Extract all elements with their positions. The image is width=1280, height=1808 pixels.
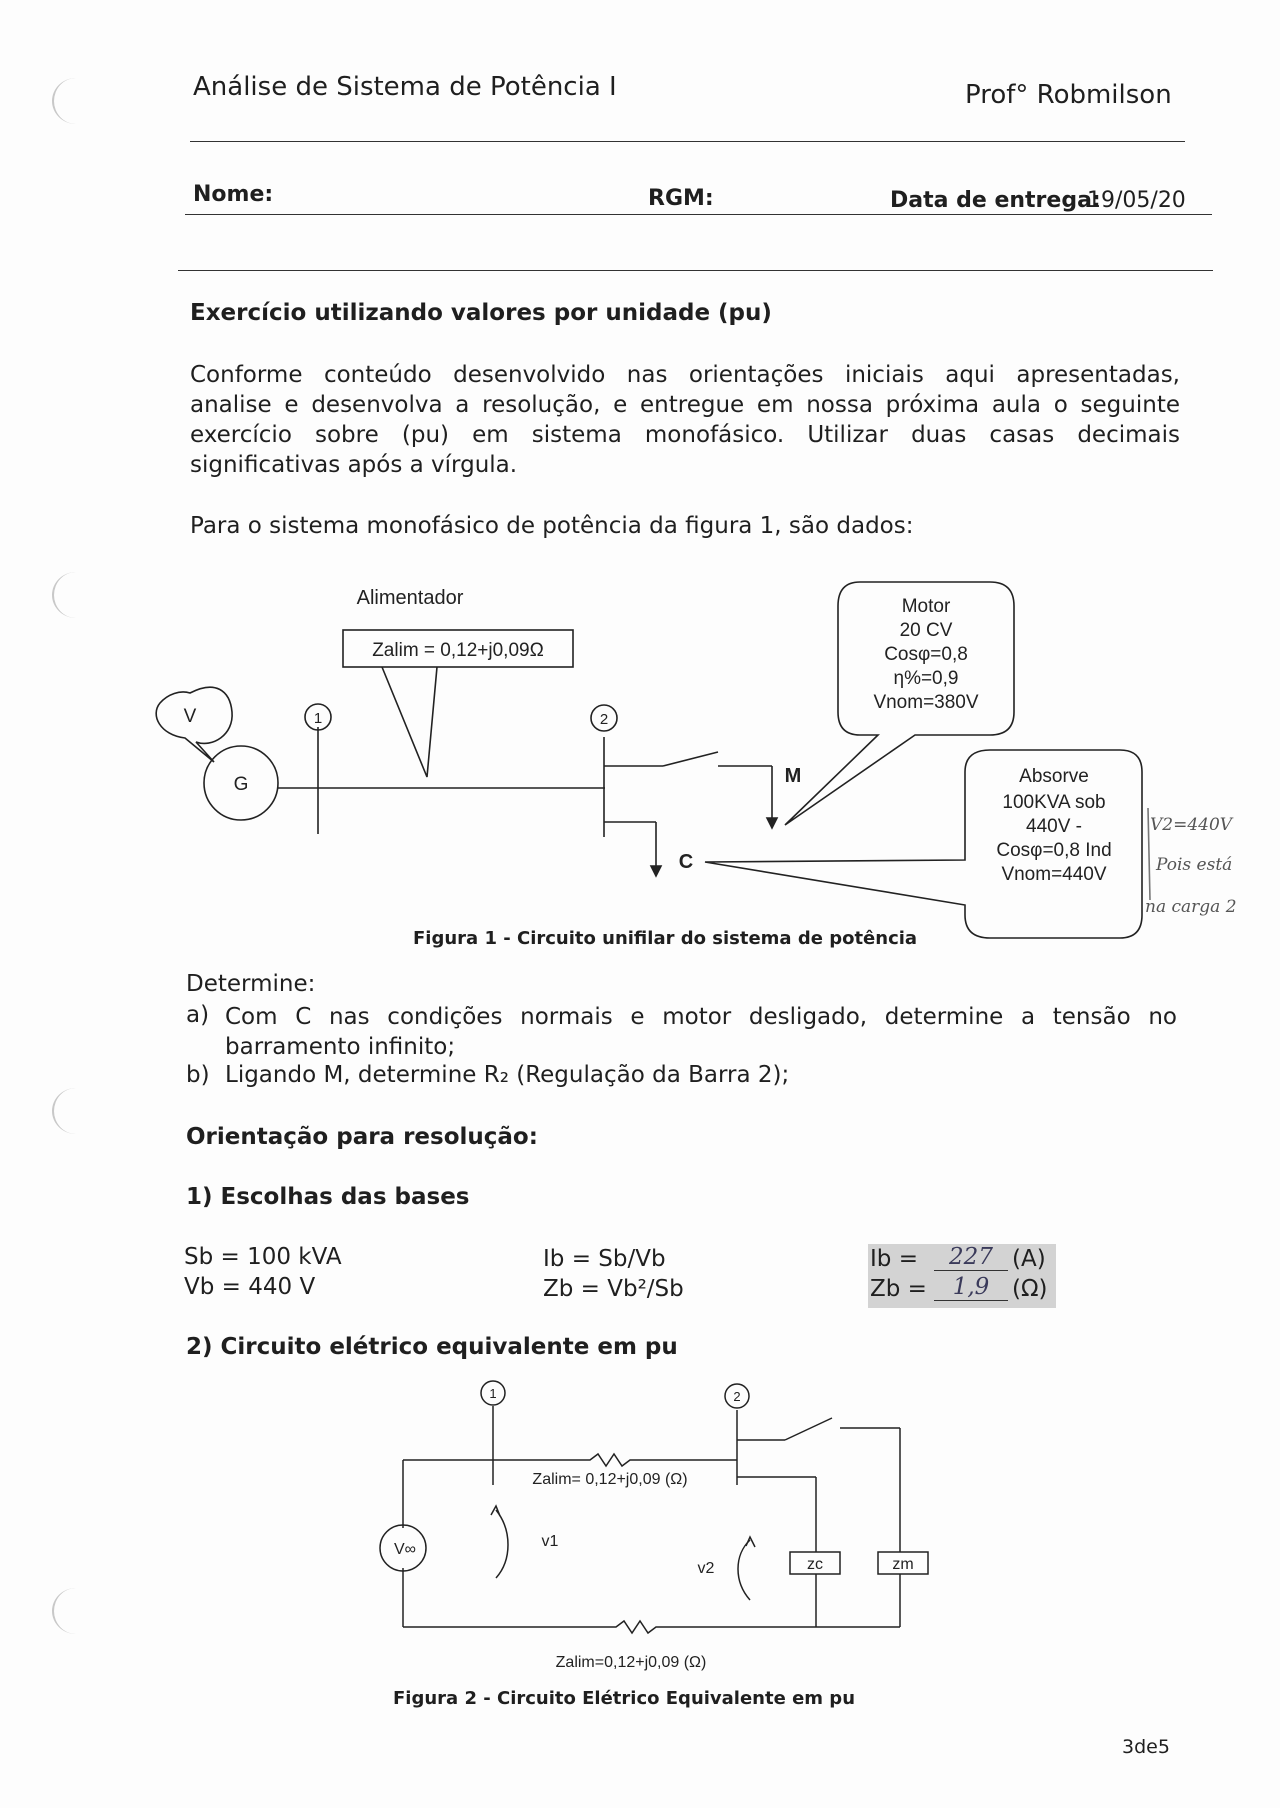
base-current-answer: 227 (934, 1244, 1008, 1271)
eq-bus-1-label: 1 (489, 1386, 497, 1401)
question-a-line: barramento infinito; (225, 1034, 456, 1060)
intro-line: significativas após a vírgula. (190, 452, 518, 478)
punch-hole-mark (52, 1088, 100, 1134)
feeder-impedance: Zalim = 0,12+j0,09Ω (372, 640, 544, 661)
step-2-title: 2) Circuito elétrico equivalente em pu (186, 1334, 678, 1360)
figure-2-caption: Figura 2 - Circuito Elétrico Equivalente em pu (393, 1688, 856, 1709)
load-spec-line: 440V - (1026, 816, 1082, 837)
base-current-formula: Ib = Sb/Vb (543, 1246, 666, 1272)
fields-underline (185, 214, 1212, 215)
bus-2-label: 2 (599, 711, 609, 728)
intro-line: Conforme conteúdo desenvolvido nas orientações iniciais aqui apresentadas, (190, 362, 1180, 388)
generator-label: G (233, 774, 249, 795)
exercise-intro (190, 360, 1180, 480)
question-a-line: Com C nas condições normais e motor desligado, determine a tensão no (225, 1004, 1177, 1030)
bus-1-label: 1 (313, 710, 323, 727)
intro-line: analise e desenvolva a resolução, e entregue em nossa próxima aula o seguinte (190, 392, 1180, 418)
base-impedance-formula: Zb = Vb²/Sb (543, 1276, 684, 1302)
motor-switch-label: M (784, 765, 802, 787)
punch-hole-mark (52, 78, 100, 124)
motor-spec-line: Vnom=380V (873, 692, 979, 713)
base-power: Sb = 100 kVA (184, 1244, 342, 1270)
figure-1-caption: Figura 1 - Circuito unifilar do sistema de potência (413, 928, 918, 949)
intro-line: exercício sobre (pu) em sistema monofásico. Utilizar duas casas decimais (190, 422, 1180, 448)
base-impedance-answer: 1,9 (934, 1274, 1008, 1301)
question-b-marker: b) (186, 1062, 210, 1088)
eq-top-impedance: Zalim= 0,12+j0,09 (Ω) (532, 1471, 688, 1488)
base-impedance-unit: (Ω) (1012, 1276, 1048, 1302)
header-divider (190, 141, 1185, 142)
equivalent-circuit-diagram (0, 1370, 1280, 1710)
eq-bottom-impedance: Zalim=0,12+j0,09 (Ω) (555, 1654, 707, 1671)
feeder-label: Alimentador (356, 587, 464, 609)
rgm-label: RGM: (648, 186, 714, 211)
v1-label: v1 (541, 1533, 559, 1550)
load-label: C (678, 851, 694, 873)
exercise-title: Exercício utilizando valores por unidade (pu) (190, 300, 772, 326)
due-date-label: Data de entrega: (890, 188, 1101, 213)
due-date-value: 19/05/20 (1087, 188, 1186, 213)
v2-label: v2 (697, 1560, 715, 1577)
motor-spec-line: Cosφ=0,8 (884, 644, 968, 665)
question-b-text: Ligando M, determine R₂ (Regulação da Barra 2); (225, 1062, 790, 1088)
question-a-marker: a) (186, 1002, 210, 1028)
load-spec-line: Vnom=440V (1001, 864, 1107, 885)
base-current-unit: (A) (1012, 1246, 1046, 1272)
given-text: Para o sistema monofásico de potência da figura 1, são dados: (190, 513, 914, 539)
handwritten-note-line: na carga 2 (1145, 897, 1237, 917)
load-spec-line: Absorve (1019, 766, 1089, 787)
handwritten-note-line: V2=440V (1150, 815, 1233, 835)
load-spec-line: 100KVA sob (1002, 792, 1106, 813)
handwritten-note-line: Pois está (1156, 855, 1233, 875)
step-1-title: 1) Escolhas das bases (186, 1184, 470, 1210)
page-number: 3de5 (1122, 1736, 1170, 1758)
questions-intro: Determine: (186, 971, 316, 997)
motor-spec-line: Motor (901, 596, 951, 617)
course-title: Análise de Sistema de Potência I (193, 72, 617, 102)
zc-label: zc (807, 1556, 823, 1573)
infinite-bus-source: V∞ (393, 1541, 417, 1558)
name-label: Nome: (193, 182, 274, 207)
motor-spec-line: 20 CV (899, 620, 953, 641)
orientation-title: Orientação para resolução: (186, 1124, 538, 1150)
voltage-label: V (183, 706, 197, 727)
load-spec-line: Cosφ=0,8 Ind (996, 840, 1112, 861)
base-impedance-label: Zb = (870, 1276, 927, 1302)
section-divider (178, 270, 1213, 271)
eq-bus-2-label: 2 (733, 1389, 741, 1404)
motor-spec-line: η%=0,9 (893, 668, 959, 689)
base-voltage: Vb = 440 V (184, 1274, 316, 1300)
zm-label: zm (892, 1556, 914, 1573)
base-current-label: Ib = (870, 1246, 918, 1272)
single-line-diagram (0, 560, 1280, 960)
professor-name: Prof° Robmilson (965, 80, 1172, 110)
